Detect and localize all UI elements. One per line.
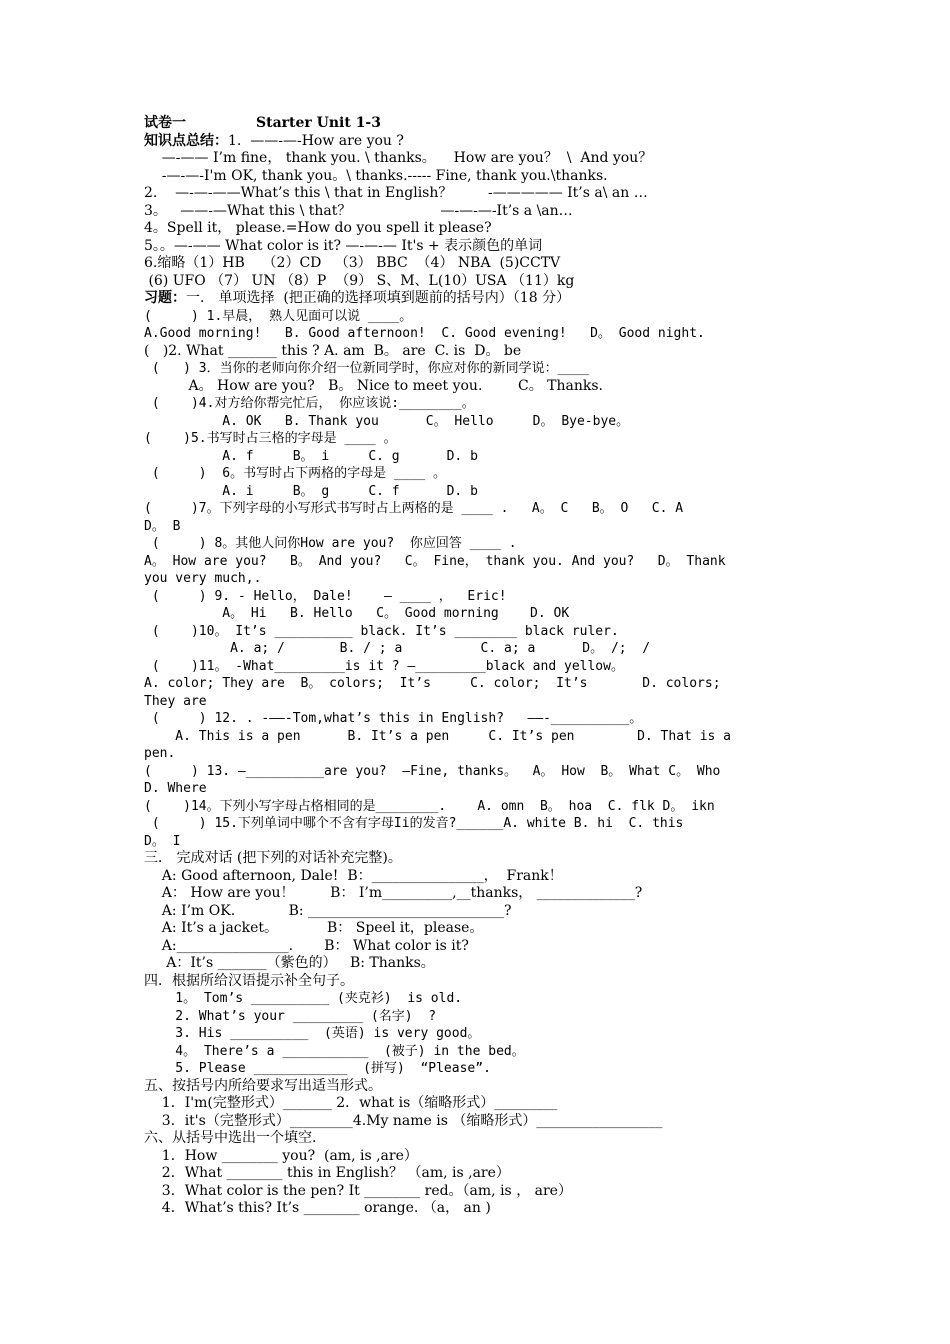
text-line: 4。 There’s a ___________ (被子) in the bed。	[144, 1043, 525, 1059]
text-line: you very much,.	[144, 571, 262, 586]
text-line: ( )2. What _______ this ? A. am B。 are C. is D。 be	[144, 342, 522, 359]
text-line: 三． 完成对话 (把下列的对话补充完整)。	[144, 850, 402, 866]
text-line: ( ) 15.下列单词中哪个不含有字母Ii的发音?______A. white B. hi C. this	[144, 816, 684, 831]
text-line: ( ) 12. . -——-Tom,what’s this in English? ——-__________。	[144, 711, 643, 726]
text-line: ( )7。下列字母的小写形式书写时占上两格的是 ____ . A。 C B。 O C. A	[144, 501, 684, 516]
text-line: A: Good afternoon, Dale! B：________________， Frank！	[144, 867, 563, 884]
text-line: 3．it's（完整形式）_________4.My name is （缩略形式）__________________	[144, 1112, 663, 1129]
text-line: A. color; They are B。 colors; It’s C. color; It’s D. colors;	[144, 676, 721, 691]
text-line: 2. —-—-——What’s this \ that in English？ -————— It’s a\ an …	[144, 185, 648, 201]
text-line: A.Good morning! B. Good afternoon! C. Good evening! D。 Good night.	[144, 326, 705, 341]
paper-label: 试卷一	[144, 115, 186, 131]
text-line: A: I’m OK. B: ____________________________?	[144, 902, 512, 919]
text-line: ( )10。 It’s __________ black. It’s ________ black ruler.	[144, 623, 619, 639]
summary-line	[144, 133, 824, 151]
text-line: A： How are you！ B： I’m__________,__thanks， ______________?	[144, 885, 643, 901]
text-line: A. f B。 i C. g D. b	[144, 448, 478, 464]
text-line: A：It’s _______（紫色的） B: Thanks。	[144, 955, 435, 971]
text-line: A。 Hi B. Hello C。 Good morning D. OK	[144, 606, 570, 621]
worksheet	[144, 115, 824, 1218]
text-line: ( )14。下列小写字母占格相同的是________. A. omn B。 hoa C. flk D。 ikn	[144, 798, 715, 814]
text-line: A. OK B. Thank you C。 Hello D。 Bye-bye。	[144, 413, 630, 429]
text-line: 3．What color is the pen? It ________ red。（am, is ， are）	[144, 1182, 572, 1199]
summary-label: 知识点总结：	[144, 132, 228, 149]
unit-title: Starter Unit 1-3	[256, 115, 381, 131]
text-line: ( ) 8。其他人问你How are you? 你应回答 ____ .	[144, 536, 517, 551]
exercises-line	[144, 290, 824, 308]
text-line: ( )11。 -What_________is it ? —_________black and yellow。	[144, 658, 624, 674]
text-line: A. i B。 g C. f D. b	[144, 483, 478, 499]
text-line: 2．What ________ this in English？ （am, is ,are）	[144, 1165, 510, 1181]
text-line: D. Where	[144, 781, 207, 796]
text-line: 1. ——-—-How are you ?	[228, 132, 404, 149]
text-line: D。 B	[144, 518, 181, 534]
title-line	[144, 115, 824, 133]
text-line: 5。。—-—— What color is it? —-—-— It's + 表示颜色的单词	[144, 237, 543, 254]
text-line: 六、从括号中选出一个填空.	[144, 1130, 317, 1146]
text-line: 五、按括号内所给要求写出适当形式。	[144, 1077, 382, 1094]
text-line: 3。 ——-—What this \ that？ —-—-—-It’s a \an…	[144, 202, 573, 219]
text-line: A. This is a pen B. It’s a pen C. It’s pen D. That is a	[144, 728, 731, 744]
text-line: A: It’s a jacket。 B： Speel it，please。	[144, 920, 484, 936]
text-line: A. a; / B. / ; a C. a; a D。 /; /	[144, 641, 651, 656]
text-line: D。 I	[144, 833, 181, 849]
text-line: 四．根据所给汉语提示补全句子。	[144, 972, 354, 989]
text-line: A:________________. B： What color is it?	[144, 937, 469, 954]
text-line: ( ) 9. - Hello， Dale! — ____ ， Eric!	[144, 588, 507, 604]
text-line: A。 How are you? B。 Nice to meet you. C。 Thanks.	[144, 377, 603, 394]
text-line: 2. What’s your _________ (名字) ?	[144, 1008, 437, 1024]
text-line: 1．I'm(完整形式）_______ 2．what is（缩略形式）_________	[144, 1095, 558, 1111]
text-line: ( ) 3．当你的老师向你介绍一位新同学时，你应对你的新同学说：____	[144, 361, 589, 376]
text-line: —-—— I’m fine， thank you. \ thanks。 How are you？ \ And you？	[144, 150, 653, 166]
exercises-label: 习题：	[144, 290, 186, 306]
text-line: 3. His __________ (英语) is very good。	[144, 1026, 481, 1041]
text-line: 6.缩略（1）HB （2）CD （3） BBC （4） NBA (5)CCTV	[144, 255, 561, 271]
text-line: ( ) 6。书写时占下两格的字母是 ____ 。	[144, 466, 447, 481]
text-line: A。 How are you? B。 And you? C。 Fine， thank you. And you? D。 Thank	[144, 553, 726, 569]
text-line: 1。 Tom’s __________ (夹克衫) is old.	[144, 991, 463, 1006]
text-line: 4。Spell it， please.=How do you spell it please?	[144, 220, 492, 236]
text-line: They are	[144, 693, 207, 709]
text-line: ( ) 13. —__________are you? —Fine, thanks。 A。 How B。 What C。 Who	[144, 763, 721, 779]
text-line: 1．How ________ you? (am, is ,are）	[144, 1147, 418, 1164]
text-line: 一． 单项选择 (把正确的选择项填到题前的括号内）（18 分）	[186, 290, 571, 306]
text-line: ( )4.对方给你帮完忙后， 你应该说:________。	[144, 396, 475, 411]
text-line: -—-—-I'm OK, thank you。\ thanks.----- Fine, thank you.\thanks.	[144, 167, 608, 184]
text-line: ( ) 1.早晨， 熟人见面可以说 ____。	[144, 308, 413, 324]
text-line: 4．What’s this? It’s ________ orange. （a， an )	[144, 1200, 491, 1216]
text-line: pen.	[144, 746, 176, 761]
text-line: 5. Please ____________ (拼写) “Please”.	[144, 1061, 491, 1076]
text-line: (6) UFO （7） UN （8）P （9） S、M、L(10）USA （11）kg	[144, 272, 575, 289]
text-line: ( )5.书写时占三格的字母是 ____ 。	[144, 431, 397, 446]
